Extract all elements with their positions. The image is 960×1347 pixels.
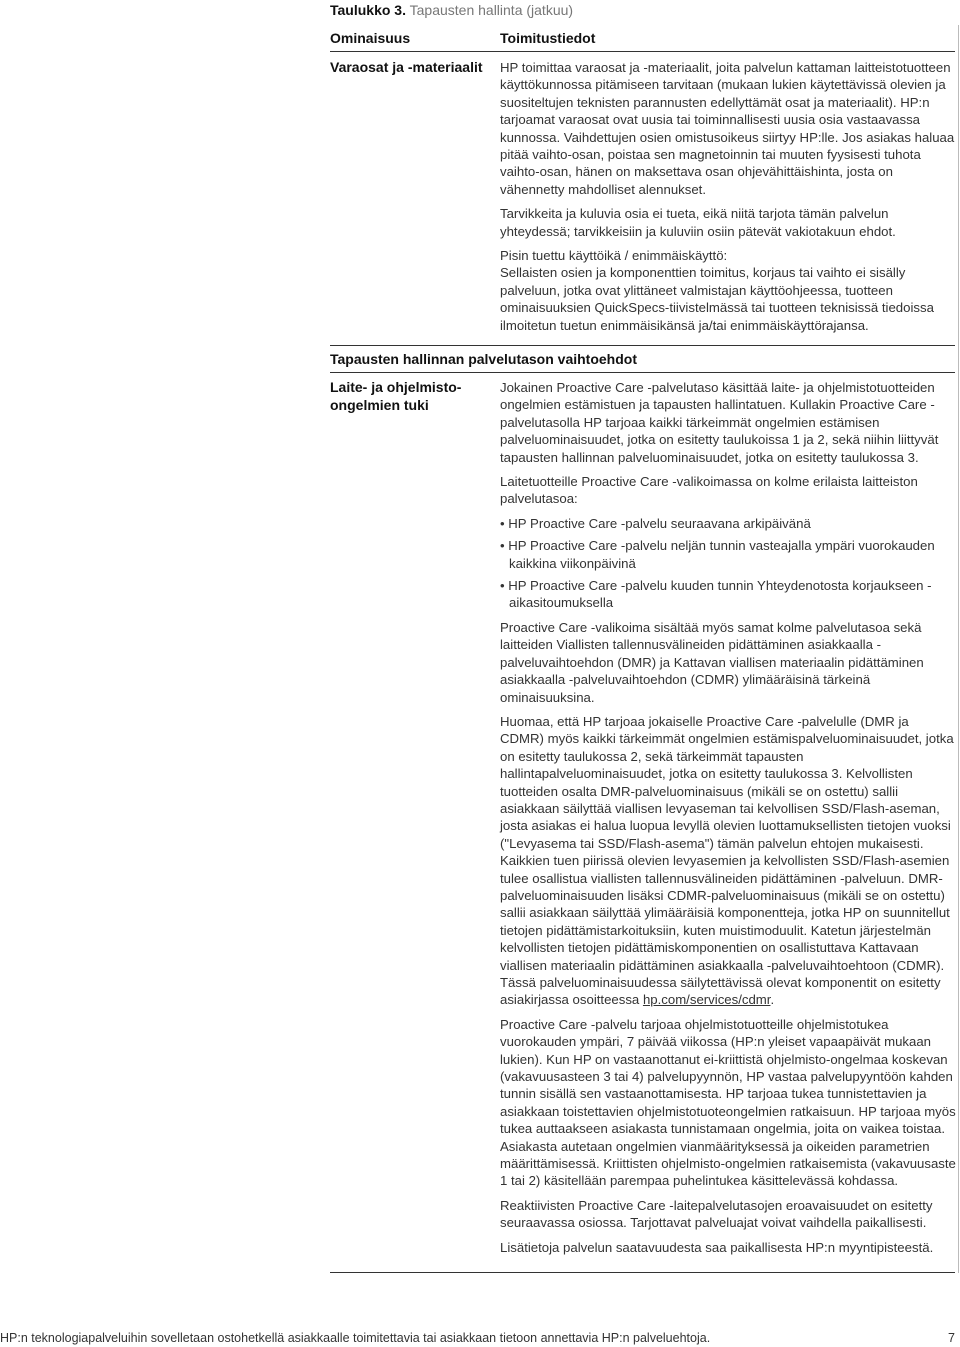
support-paragraph-1: Jokainen Proactive Care -palvelutaso käsittää laite- ja ohjelmistotuotteiden ongelmien estämistuen ja tapausten hallintatuen. Kullakin Proactive Care -palvelutasolla HP tarjoaa kaikki tärkeimmät ongelmien estämisen palveluominaisuudet, jotka on esitetty taulukoissa 1 ja 2, sekä niihin liittyvät tapausten hallinnan palveluominaisuudet, jotka on esitetty taulukossa 3. <box>500 380 939 465</box>
page-number: 7 <box>948 1331 955 1345</box>
section-title: Tapausten hallinnan palvelutason vaihtoehdot <box>330 351 638 367</box>
column-header-delivery: Toimitustiedot <box>500 30 596 46</box>
row-content-parts <box>500 59 956 341</box>
row-content-support <box>500 379 956 1263</box>
table-caption-label: Taulukko 3. <box>330 2 406 18</box>
table-caption <box>330 2 573 18</box>
parts-paragraph-3: Pisin tuettu käyttöikä / enimmäiskäyttö: Sellaisten osien ja komponenttien toimitus, korjaus tai vaihto ei sisälly palveluun, jotka ovat ylittäneet valmistajan käyttöohjeessa, tuotteen ominaisuuksien QuickSpecs-tiivistelmässä tai tuotteen teknisissä tiedoissa ilmoitetun tuetun enimmäisikänsä ja/tai enimmäiskäyttörajansa. <box>500 248 934 333</box>
support-paragraph-7: Lisätietoja palvelun saatavuudesta saa paikallisesta HP:n myyntipisteestä. <box>500 1239 934 1255</box>
support-paragraph-5: Proactive Care -palvelu tarjoaa ohjelmistotuotteille ohjelmistotukea vuorokauden ympäri, 7 päivää viikossa (HP:n yleiset vapaapäivät mukaan lukien). Kun HP on vastaanottanut ei-kriittistä ohjelmisto-ongelmaa koskevan (vakavuusasteen 3 tai 4) palvelupyynnön, HP vastaa palvelupyyntöön kahden tunnin sisällä sen vastaanottamisesta. HP tarjoaa tukea tunnistettavien ja asiakkaan toistettavien ohjelmistotuoteongelmien ratkaisuun. HP tarjoaa myös tukea auttaakseen asiakasta tunnistamaan ongelmia, joita on vaikea toistaa. Asiakasta autetaan ongelmien vianmäärityksessä ja oikeiden parametrien määrittämisessä. Kriittisten ohjelmisto-ongelmien ratkaisemista (vakavuusaste 1 tai 2) käsitellään parempaa puhelintukea käsittelevässä kohdassa. <box>500 1016 956 1189</box>
table-right-border <box>958 25 959 1273</box>
footer-text: HP:n teknologiapalveluihin sovelletaan ostohetkellä asiakkaalle toimitettavia tai asiakkaan tietoon annettavia HP:n palveluehtoja. <box>0 1331 711 1345</box>
parts-paragraph-2: Tarvikkeita ja kuluvia osia ei tueta, eikä niitä tarjota tämän palvelun yhteydessä; tarvikkeisiin ja kuluviin osiin pätevät vakiotakuun ehdot. <box>500 206 896 239</box>
row-label-parts: Varaosat ja -materiaalit <box>330 59 483 75</box>
column-header-feature: Ominaisuus <box>330 30 411 46</box>
support-paragraph-6: Reaktiivisten Proactive Care -laitepalvelutasojen eroavaisuudet on esitetty seuraavassa osiossa. Tarjottavat palveluajat voivat vaihdella paikallisesti. <box>500 1197 933 1231</box>
table-bottom-border <box>330 1272 955 1273</box>
support-paragraph-4 <box>500 713 956 1009</box>
support-bullet-2: • HP Proactive Care -palvelu neljän tunnin vasteajalla ympäri vuorokauden kaikkina viikonpäivinä <box>500 538 935 571</box>
header-divider <box>330 51 955 52</box>
support-bullet-1: • HP Proactive Care -palvelu seuraavana arkipäivänä <box>500 515 811 531</box>
support-paragraph-4-end: . <box>770 992 775 1008</box>
section-divider-top <box>330 345 955 346</box>
row-label-support: Laite- ja ohjelmisto- ongelmien tuki <box>330 379 462 413</box>
cdmr-link[interactable]: hp.com/services/cdmr <box>642 992 771 1008</box>
support-paragraph-2: Laitetuotteille Proactive Care -valikoimassa on kolme erilaista laitteiston palvelutasoa: <box>500 474 918 507</box>
parts-paragraph-1: HP toimittaa varaosat ja -materiaalit, joita palvelun kattaman laitteistotuotteen käyttökunnossa pitämiseen tarvitaan (mukaan lukien käytettävissä olevien ja suositeltujen teknisten parannusten edellyttämät osat ja materiaalit). HP:n tarjoamat varaosat ovat uusia tai toiminnallisesti uusia osia vastaavassa kunnossa. Vaihdettujen osien omistusoikeus siirtyy HP:lle. Jos asiakas haluaa pitää vaihto-osan, poistaa sen magnetoinnin tai muuten fyysisesti tuhota vaihto-osan, hänen on maksettava osan ohjevähittäishinta, josta on vähennetty mahdolliset alennukset. <box>500 60 955 197</box>
section-divider-bottom <box>330 372 955 373</box>
support-paragraph-4-text: Huomaa, että HP tarjoaa jokaiselle Proactive Care -palvelulle (DMR ja CDMR) myös kaikki tärkeimmät ongelmien estämispalveluominaisuudet, jotka on esitetty taulukossa 2, sekä tärkeimmät tapausten hallintapalveluominaisuudet, jotka on esitetty taulukossa 3. Kelvollisten tuotteiden osalta DMR-palveluominaisuus (mikäli se on ostettu) sallii asiakkaan säilyttää viallisen levyaseman tai kelvollisen SSD/Flash-aseman, josta asiakas ei halua luopua levyllä olevien luottamuksellisten tietojen vuoksi ("Levyasema tai SSD/Flash-asema") tämän palvelun ehtojen mukaisesti. Kaikkien tuen piirissä olevien levyasemien ja kelvollisten SSD/Flash-asemien tulee osallistua viallisten tallennusvälineiden pidättäminen -palveluun. DMR-palveluominaisuuden lisäksi CDMR-palveluominaisuus (mikäli se on ostettu) sallii asiakkaan säilyttää ylimääräisiä komponentteja, jotka HP on suunnitellut tietojen pidättämistarkoituksiin, kuten muistimoduulit. Katetun järjestelmän kelvollisten tietojen pidättämiskomponentien on osallistuttava Kattavaan viallisen materiaalin pidättäminen asiakkaalla -palveluvaihtoehtoon (CDMR). Tässä palveluominaisuudessa säilytettävissä olevat komponentit on esitetty asiakirjassa osoitteessa <box>500 713 954 1008</box>
support-paragraph-3: Proactive Care -valikoima sisältää myös samat kolme palvelutasoa sekä laitteiden Viallisten tallennusvälineiden pidättäminen asiakkaalla -palveluvaihtoehdon (DMR) ja Kattavan viallisen materiaalin pidättäminen asiakkaalla -palveluvaihtoehdon (CDMR) ylimääräisinä tärkeinä ominaisuuksina. <box>500 619 924 705</box>
table-caption-text: Tapausten hallinta (jatkuu) <box>409 2 574 18</box>
support-bullet-3: • HP Proactive Care -palvelu kuuden tunnin Yhteydenotosta korjaukseen -aikasitoumuksella <box>500 578 932 611</box>
